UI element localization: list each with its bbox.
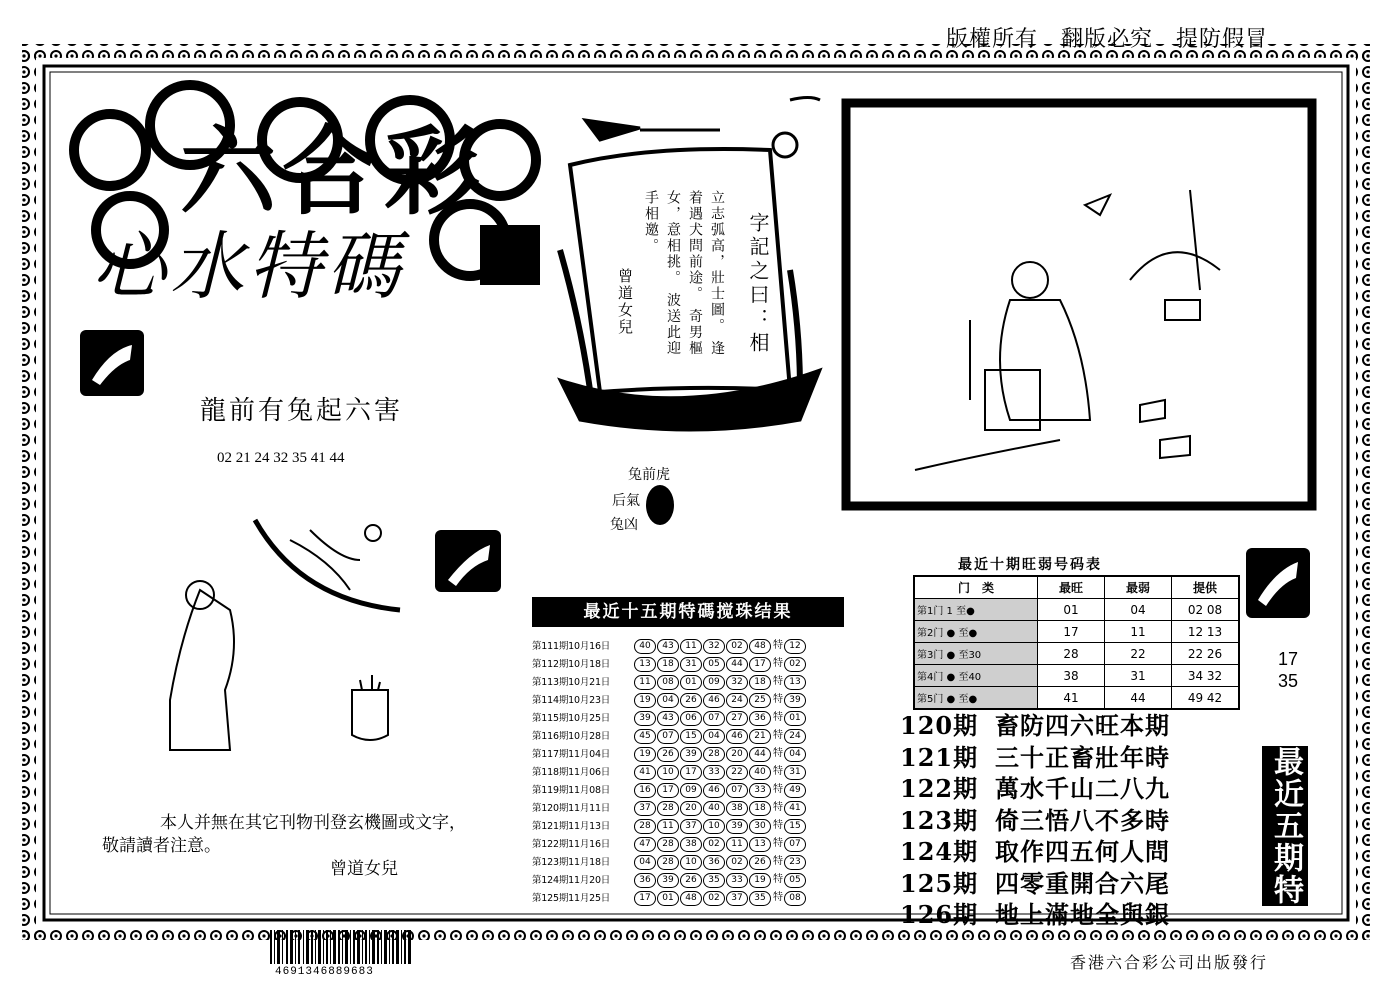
ball: 26 — [680, 873, 702, 888]
balls-cell — [634, 798, 807, 816]
ball: 40 — [703, 801, 725, 816]
ball: 43 — [657, 711, 679, 726]
notice-signature: 曾道女兒 — [330, 859, 398, 879]
sail-poem-head: 字記之曰：相 — [746, 212, 770, 356]
girl-moon-illustration — [170, 520, 400, 750]
door-cell: 第2门 ● 至● — [914, 621, 1038, 643]
special-ball: 01 — [784, 711, 806, 726]
table-row — [914, 643, 1239, 665]
ball: 31 — [680, 657, 702, 672]
tenweek-title: 最近十期旺弱号码表 — [958, 557, 1102, 573]
ball: 19 — [749, 873, 771, 888]
table-row — [532, 798, 807, 816]
ball: 02 — [703, 837, 725, 852]
tenweek-table — [913, 575, 1240, 710]
tiger-seal-icon — [646, 485, 674, 525]
ball: 22 — [726, 765, 748, 780]
give-cell: 49 42 — [1172, 687, 1240, 710]
ball: 06 — [680, 711, 702, 726]
ball: 39 — [726, 819, 748, 834]
ball: 18 — [657, 657, 679, 672]
hand-pointer-icon — [1246, 548, 1310, 618]
table-header-row — [914, 576, 1239, 599]
period-cell: 第123期11月18日 — [532, 857, 611, 868]
special-label: 特 — [773, 676, 783, 687]
special-label: 特 — [773, 802, 783, 813]
balls-cell — [634, 762, 807, 780]
max-cell: 38 — [1038, 665, 1105, 687]
notice-line: 本人并無在其它刊物刊登玄機圖或文字， — [160, 813, 466, 833]
poem-period: 120期 — [900, 711, 979, 740]
weaving-woman-illustration — [846, 103, 1312, 506]
poem-period: 123期 — [900, 805, 979, 835]
poem-line — [900, 895, 1170, 930]
special-ball: 24 — [784, 729, 806, 744]
ball: 35 — [749, 891, 771, 906]
min-cell: 44 — [1105, 687, 1172, 710]
balls-cell — [634, 708, 807, 726]
period-cell: 第124期11月20日 — [532, 875, 611, 886]
ball: 48 — [680, 891, 702, 906]
max-cell: 28 — [1038, 643, 1105, 665]
period-cell: 第117期11月04日 — [532, 749, 611, 760]
give-cell: 22 26 — [1172, 643, 1240, 665]
balls-cell — [634, 852, 807, 870]
period-cell: 第111期10月16日 — [532, 641, 611, 652]
ball: 21 — [749, 729, 771, 744]
ball: 37 — [680, 819, 702, 834]
table-row — [532, 852, 807, 870]
ball: 26 — [680, 693, 702, 708]
ball: 45 — [634, 729, 656, 744]
special-ball: 39 — [784, 693, 806, 708]
special-label: 特 — [773, 748, 783, 759]
poem-text: 萬水千山二八九 — [995, 774, 1170, 803]
balls-cell — [634, 834, 807, 852]
ball: 35 — [703, 873, 725, 888]
ball: 02 — [726, 639, 748, 654]
ball: 20 — [680, 801, 702, 816]
table-row — [532, 690, 807, 708]
ball: 09 — [703, 675, 725, 690]
poem-line — [900, 738, 1170, 773]
table-row — [532, 834, 807, 852]
column-header: 最旺 — [1038, 576, 1105, 599]
ball: 32 — [726, 675, 748, 690]
special-label: 特 — [773, 658, 783, 669]
ball: 17 — [680, 765, 702, 780]
ball: 39 — [680, 747, 702, 762]
hand-pointer-icon — [435, 530, 501, 592]
special-ball: 23 — [784, 855, 806, 870]
table-row — [914, 621, 1239, 643]
ball: 33 — [749, 783, 771, 798]
ball: 08 — [657, 675, 679, 690]
ball: 10 — [680, 855, 702, 870]
history-title: 最近十五期特碼搅珠结果 — [532, 597, 844, 627]
ball: 11 — [680, 639, 702, 654]
poem-period: 125期 — [900, 868, 979, 898]
ball: 37 — [726, 891, 748, 906]
poem-text: 四零重開合六尾 — [995, 868, 1170, 898]
balls-cell — [634, 672, 807, 690]
ball: 44 — [749, 747, 771, 762]
ball: 36 — [749, 711, 771, 726]
sail-poem-line: 逢着遇犬問前途。 — [687, 190, 725, 357]
ball: 47 — [634, 837, 656, 852]
max-cell: 17 — [1038, 621, 1105, 643]
ball: 38 — [726, 801, 748, 816]
riddle-text: 龍前有兔起六害 — [200, 396, 404, 426]
table-row — [914, 599, 1239, 621]
door-cell: 第4门 ● 至40 — [914, 665, 1038, 687]
special-label: 特 — [773, 838, 783, 849]
side-number: 35 — [1278, 671, 1299, 691]
ball: 25 — [749, 693, 771, 708]
period-cell: 第119期11月08日 — [532, 785, 611, 796]
period-cell: 第120期11月11日 — [532, 803, 611, 814]
min-cell: 22 — [1105, 643, 1172, 665]
ball: 13 — [634, 657, 656, 672]
special-ball: 04 — [784, 747, 806, 762]
ball: 05 — [703, 657, 725, 672]
ball: 36 — [634, 873, 656, 888]
special-ball: 15 — [784, 819, 806, 834]
badge-line: 后氣 — [612, 493, 640, 509]
ball: 40 — [749, 765, 771, 780]
poem-text: 三十正畜壯年時 — [995, 742, 1170, 772]
special-ball: 02 — [784, 657, 806, 672]
ball: 07 — [726, 783, 748, 798]
balls-cell — [634, 636, 807, 654]
door-cell: 第3门 ● 至30 — [914, 643, 1038, 665]
special-ball: 08 — [784, 891, 806, 906]
ball: 16 — [634, 783, 656, 798]
balls-cell — [634, 816, 807, 834]
balls-cell — [634, 690, 807, 708]
ball: 33 — [726, 873, 748, 888]
ball: 26 — [657, 747, 679, 762]
period-cell: 第118期11月06日 — [532, 767, 611, 778]
balls-cell — [634, 870, 807, 888]
ball: 28 — [657, 801, 679, 816]
column-header: 门 类 — [914, 576, 1038, 599]
ball: 37 — [634, 801, 656, 816]
special-label: 特 — [773, 856, 783, 867]
ball: 40 — [634, 639, 656, 654]
side-number: 17 — [1278, 649, 1299, 669]
ball: 04 — [634, 855, 656, 870]
ball: 18 — [749, 801, 771, 816]
table-row — [532, 672, 807, 690]
table-row — [532, 636, 807, 654]
ball: 28 — [703, 747, 725, 762]
min-cell: 04 — [1105, 599, 1172, 621]
ball: 19 — [634, 747, 656, 762]
ball: 30 — [749, 819, 771, 834]
period-cell: 第113期10月21日 — [532, 677, 611, 688]
column-header: 提供 — [1172, 576, 1240, 599]
copyright-notice: 版權所有 翻版必究 提防假冒 — [946, 27, 1269, 52]
balls-cell — [634, 780, 807, 798]
barcode-number: 4691346889683 — [275, 966, 374, 978]
ball: 24 — [726, 693, 748, 708]
history-table — [532, 636, 807, 906]
column-header: 最弱 — [1105, 576, 1172, 599]
special-label: 特 — [773, 892, 783, 903]
ball: 43 — [657, 639, 679, 654]
table-row — [532, 726, 807, 744]
period-cell: 第122期11月16日 — [532, 839, 611, 850]
ball: 44 — [726, 657, 748, 672]
sail-poem-line: 奇男樞女，意相挑。 — [665, 190, 703, 357]
ball: 11 — [726, 837, 748, 852]
ball: 46 — [703, 693, 725, 708]
ball: 04 — [703, 729, 725, 744]
table-row — [532, 708, 807, 726]
ball: 01 — [680, 675, 702, 690]
max-cell: 01 — [1038, 599, 1105, 621]
special-label: 特 — [773, 640, 783, 651]
ball: 04 — [657, 693, 679, 708]
poem-period: 126期 — [900, 900, 979, 929]
poem-text: 畜防四六旺本期 — [995, 711, 1170, 740]
ball: 11 — [657, 819, 679, 834]
special-ball: 49 — [784, 783, 806, 798]
ball: 13 — [749, 837, 771, 852]
ball: 36 — [703, 855, 725, 870]
publisher: 香港六合彩公司出版發行 — [1070, 953, 1269, 972]
poem-line — [900, 801, 1170, 836]
period-cell: 第116期10月28日 — [532, 731, 611, 742]
special-label: 特 — [773, 730, 783, 741]
ball: 28 — [634, 819, 656, 834]
ball: 28 — [657, 855, 679, 870]
ball: 07 — [703, 711, 725, 726]
min-cell: 31 — [1105, 665, 1172, 687]
special-ball: 31 — [784, 765, 806, 780]
page-subtitle: 心水特碼 — [92, 224, 404, 310]
ball: 01 — [657, 891, 679, 906]
ball: 10 — [657, 765, 679, 780]
poem-line — [900, 769, 1170, 804]
special-label: 特 — [773, 784, 783, 795]
ball: 17 — [657, 783, 679, 798]
ball: 11 — [634, 675, 656, 690]
ball: 09 — [680, 783, 702, 798]
special-ball: 12 — [784, 639, 806, 654]
special-label: 特 — [773, 766, 783, 777]
period-cell: 第112期10月18日 — [532, 659, 611, 670]
table-row — [532, 744, 807, 762]
ball: 15 — [680, 729, 702, 744]
sail-poem — [640, 190, 728, 370]
badge-line: 兔凶 — [610, 517, 638, 533]
ball: 48 — [749, 639, 771, 654]
poem-period: 124期 — [900, 837, 979, 866]
ball: 17 — [749, 657, 771, 672]
ball: 10 — [703, 819, 725, 834]
give-cell: 12 13 — [1172, 621, 1240, 643]
period-cell: 第125期11月25日 — [532, 893, 611, 904]
ball: 33 — [703, 765, 725, 780]
poem-line — [900, 832, 1170, 867]
poem-line — [900, 864, 1170, 899]
ball: 18 — [749, 675, 771, 690]
sail-poem-line: 立志弧高，壯士圖。 — [709, 190, 725, 334]
special-label: 特 — [773, 694, 783, 705]
balls-cell — [634, 744, 807, 762]
period-cell: 第115期10月25日 — [532, 713, 611, 724]
give-cell: 34 32 — [1172, 665, 1240, 687]
special-label: 特 — [773, 874, 783, 885]
badge-line: 兔前虎 — [628, 467, 670, 483]
ball: 39 — [634, 711, 656, 726]
ball: 46 — [703, 783, 725, 798]
ball: 32 — [703, 639, 725, 654]
ball: 17 — [634, 891, 656, 906]
balls-cell — [634, 654, 807, 672]
page-title: 六合彩 — [180, 116, 486, 228]
poem-text: 地上滿地全與銀 — [995, 900, 1170, 929]
table-row — [532, 870, 807, 888]
door-cell: 第1门 1 至● — [914, 599, 1038, 621]
period-cell: 第121期11月13日 — [532, 821, 611, 832]
poem-line — [900, 706, 1170, 741]
bowl-icon — [480, 225, 540, 285]
ball: 27 — [726, 711, 748, 726]
riddle-numbers: 02 21 24 32 35 41 44 — [217, 450, 345, 466]
special-ball: 07 — [784, 837, 806, 852]
sail-poem-line: 波送此迎手相邀。 — [643, 190, 681, 357]
ball: 26 — [749, 855, 771, 870]
ball: 38 — [680, 837, 702, 852]
hand-pointer-icon — [80, 330, 144, 396]
side-numbers — [1278, 648, 1298, 692]
special-ball: 41 — [784, 801, 806, 816]
give-cell: 02 08 — [1172, 599, 1240, 621]
table-row — [914, 665, 1239, 687]
table-row — [532, 762, 807, 780]
table-row — [532, 816, 807, 834]
special-ball: 13 — [784, 675, 806, 690]
period-cell: 第114期10月23日 — [532, 695, 611, 706]
special-label: 特 — [773, 820, 783, 831]
notice-line: 敬請讀者注意。 — [102, 836, 221, 856]
side-title: 最近五期特码诗 — [1262, 746, 1308, 906]
table-row — [532, 654, 807, 672]
table-row — [532, 888, 807, 906]
poem-text: 取作四五何人問 — [995, 837, 1170, 866]
ball: 39 — [657, 873, 679, 888]
door-cell: 第5门 ● 至● — [914, 687, 1038, 710]
balls-cell — [634, 726, 807, 744]
special-label: 特 — [773, 712, 783, 723]
ball: 02 — [726, 855, 748, 870]
ball: 19 — [634, 693, 656, 708]
poem-text: 倚三悟八不多時 — [995, 805, 1170, 835]
max-cell: 41 — [1038, 687, 1105, 710]
ball: 41 — [634, 765, 656, 780]
sail-poem-author: 曾道女兒 — [616, 268, 634, 336]
table-row — [532, 780, 807, 798]
ball: 07 — [657, 729, 679, 744]
ball: 20 — [726, 747, 748, 762]
ball: 46 — [726, 729, 748, 744]
poem-period: 121期 — [900, 742, 979, 772]
ball: 02 — [703, 891, 725, 906]
poem-period: 122期 — [900, 774, 979, 803]
special-ball: 05 — [784, 873, 806, 888]
balls-cell — [634, 888, 807, 906]
min-cell: 11 — [1105, 621, 1172, 643]
ball: 28 — [657, 837, 679, 852]
